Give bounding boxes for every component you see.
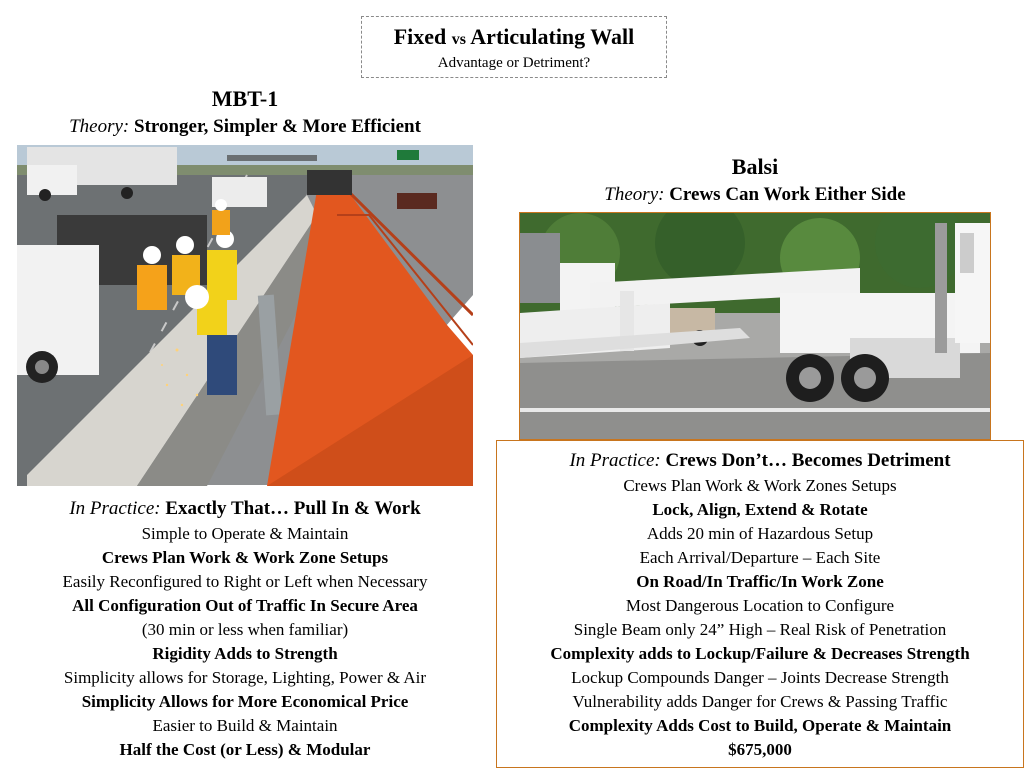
- mbt1-line: Easier to Build & Maintain: [152, 716, 338, 735]
- slide-subtitle: Advantage or Detriment?: [437, 55, 591, 71]
- balsi-line: Lockup Compounds Danger – Joints Decrease Strength: [571, 668, 949, 687]
- mbt1-photo: [17, 145, 473, 486]
- mbt1-line: Simplicity Allows for More Economical Price: [81, 692, 409, 711]
- balsi-line: Crews Plan Work & Work Zones Setups: [623, 476, 897, 495]
- balsi-heading: Balsi: [731, 154, 779, 179]
- slide-title: Fixed vs Articulating Wall: [393, 24, 635, 49]
- balsi-line: Adds 20 min of Hazardous Setup: [646, 524, 874, 543]
- balsi-practice-list: [496, 448, 1024, 762]
- mbt1-line: Half the Cost (or Less) & Modular: [119, 740, 371, 759]
- mbt1-line: Crews Plan Work & Work Zone Setups: [101, 548, 389, 567]
- mbt1-practice-list: [0, 496, 490, 762]
- balsi-line: Vulnerability adds Danger for Crews & Passing Traffic: [572, 692, 948, 711]
- mbt1-line: (30 min or less when familiar): [141, 620, 349, 639]
- balsi-line: Complexity adds to Lockup/Failure & Decreases Strength: [550, 644, 970, 663]
- mbt1-line: Simplicity allows for Storage, Lighting, Power & Air: [63, 668, 427, 687]
- balsi-line: Each Arrival/Departure – Each Site: [639, 548, 881, 567]
- balsi-practice-heading: In Practice: Crews Don’t… Becomes Detriment: [569, 450, 951, 471]
- balsi-line: Most Dangerous Location to Configure: [625, 596, 895, 615]
- balsi-line: Lock, Align, Extend & Rotate: [652, 500, 868, 519]
- mbt1-line: Simple to Operate & Maintain: [141, 524, 349, 543]
- balsi-photo: [519, 212, 991, 440]
- balsi-line: On Road/In Traffic/In Work Zone: [636, 572, 884, 591]
- balsi-theory: Theory: Crews Can Work Either Side: [604, 184, 906, 205]
- balsi-line: Single Beam only 24” High – Real Risk of Penetration: [573, 620, 947, 639]
- mbt1-heading: MBT-1: [211, 86, 279, 111]
- mbt1-line: Easily Reconfigured to Right or Left when Necessary: [62, 572, 428, 591]
- mbt1-practice-heading: In Practice: Exactly That… Pull In & Work: [69, 498, 421, 519]
- balsi-line: $675,000: [728, 740, 792, 759]
- mbt1-theory: Theory: Stronger, Simpler & More Efficient: [69, 116, 421, 137]
- mbt1-line: Rigidity Adds to Strength: [152, 644, 338, 663]
- mbt1-line: All Configuration Out of Traffic In Secure Area: [72, 596, 418, 615]
- balsi-line: Complexity Adds Cost to Build, Operate & Maintain: [568, 716, 952, 735]
- title-box: [361, 16, 667, 78]
